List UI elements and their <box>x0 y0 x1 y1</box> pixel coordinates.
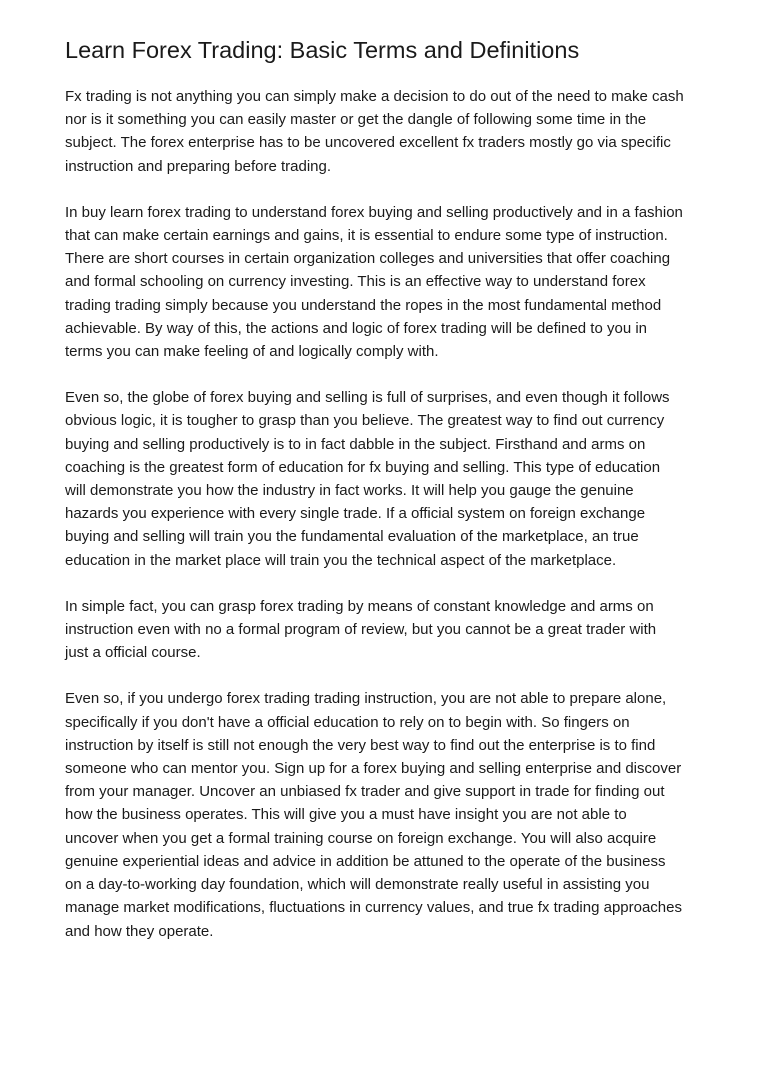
text-line: and formal schooling on currency investing. This is an effective way to understand forex <box>65 273 646 291</box>
paragraph-5 <box>65 687 715 942</box>
text-line: from your manager. Uncover an unbiased fx trader and give support in trade for finding out <box>65 783 665 801</box>
text-line: subject. The forex enterprise has to be uncovered excellent fx traders mostly go via specific <box>65 134 671 152</box>
text-line: specifically if you don't have a official education to rely on to begin with. So fingers on <box>65 713 630 731</box>
text-line: and how they operate. <box>65 922 214 940</box>
text-line: that can make certain earnings and gains, it is essential to endure some type of instruction. <box>65 227 668 245</box>
text-line: manage market modifications, fluctuations in currency values, and true fx trading approaches <box>65 899 682 917</box>
text-line: instruction and preparing before trading. <box>65 157 332 175</box>
text-line: instruction by itself is still not enough the very best way to find out the enterprise is to find <box>65 736 656 754</box>
text-line: In simple fact, you can grasp forex trading by means of constant knowledge and arms on <box>65 597 654 615</box>
text-line: achievable. By way of this, the actions and logic of forex trading will be defined to you in <box>65 319 648 337</box>
text-line: will demonstrate you how the industry in fact works. It will help you gauge the genuine <box>65 482 634 500</box>
text-line: buying and selling will train you the fundamental evaluation of the marketplace, an true <box>65 528 639 546</box>
text-line: There are short courses in certain organization colleges and universities that offer coaching <box>65 250 671 268</box>
document-page <box>65 0 715 966</box>
text-line: how the business operates. This will give you a must have insight you are not able to <box>65 806 627 824</box>
text-line: genuine experiential ideas and advice in addition be attuned to the operate of the business <box>65 852 666 870</box>
text-line: In buy learn forex trading to understand forex buying and selling productively and in a fashion <box>65 203 683 221</box>
text-line: instruction even with no a formal program of review, but you cannot be a great trader with <box>65 621 657 639</box>
paragraph-1 <box>65 85 715 178</box>
text-line: trading trading simply because you understand the ropes in the most fundamental method <box>65 296 662 314</box>
text-line: Even so, the globe of forex buying and selling is full of surprises, and even though it follows <box>65 389 670 407</box>
text-line: terms you can make feeling of and logically comply with. <box>65 343 439 361</box>
text-line: education in the market place will train you the technical aspect of the marketplace. <box>65 551 617 569</box>
document-title: Learn Forex Trading: Basic Terms and Definitions <box>65 37 580 63</box>
text-line: Fx trading is not anything you can simply make a decision to do out of the need to make cash <box>65 88 684 105</box>
text-line: hazards you experience with every single trade. If a official system on foreign exchange <box>65 505 646 523</box>
text-line: just a official course. <box>65 644 201 662</box>
text-line: uncover when you get a formal training course on foreign exchange. You will also acquire <box>65 829 657 847</box>
text-line: coaching is the greatest form of education for fx buying and selling. This type of education <box>65 458 661 476</box>
document-body <box>65 85 715 943</box>
text-line: Even so, if you undergo forex trading trading instruction, you are not able to prepare alone, <box>65 690 667 708</box>
paragraph-4 <box>65 595 715 665</box>
text-line: nor is it something you can easily master or get the dangle of following some time in the <box>65 111 647 129</box>
text-line: obvious logic, it is tougher to grasp than you believe. The greatest way to find out currency <box>65 412 665 430</box>
paragraph-2 <box>65 201 715 363</box>
text-line: someone who can mentor you. Sign up for a forex buying and selling enterprise and discover <box>65 760 682 778</box>
text-line: on a day-to-working day foundation, which will demonstrate really useful in assisting you <box>65 876 650 894</box>
paragraph-3 <box>65 386 715 572</box>
text-line: buying and selling productively is to in fact dabble in the subject. Firsthand and arms on <box>65 435 646 453</box>
